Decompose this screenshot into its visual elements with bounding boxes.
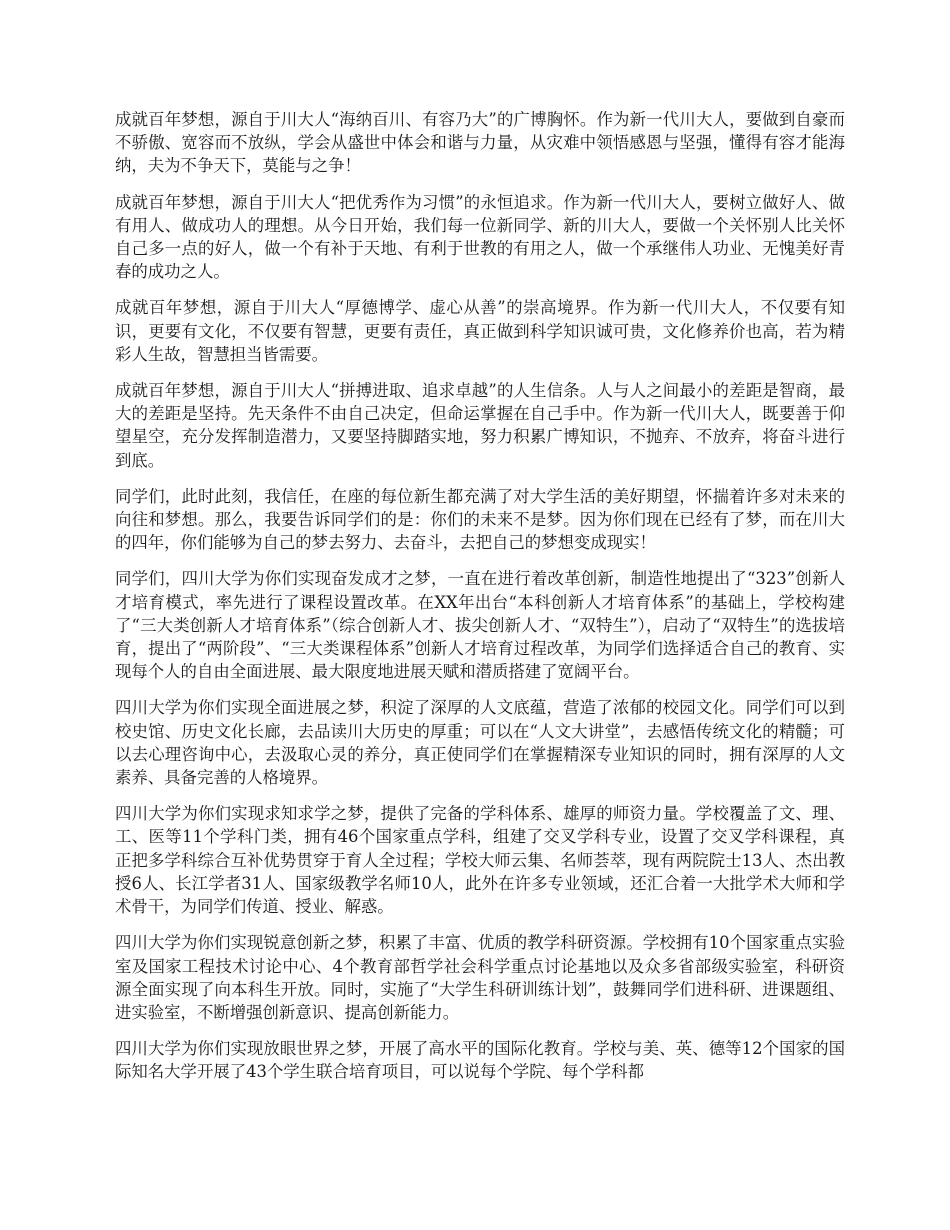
paragraph-7: 四川大学为你们实现全面进展之梦，积淀了深厚的人文底蕴，营造了浓郁的校园文化。同学们可以到校史馆、历史文化长廊，去品读川大历史的厚重；可以在“人文大讲堂”，去感悟传统文化的精髓；可以去心理咨询中心，去汲取心灵的养分，真正使同学们在掌握精深专业知识的同时，拥有深厚的人文素养、具备完善的人格境界。 [115, 698, 845, 788]
paragraph-8: 四川大学为你们实现求知求学之梦，提供了完备的学科体系、雄厚的师资力量。学校覆盖了文、理、工、医等11个学科门类，拥有46个国家重点学科，组建了交叉学科专业，设置了交叉学科课程，真正把多学科综合互补优势贯穿于育人全过程；学校大师云集、名师荟萃，现有两院院士13人、杰出教授6人、长江学者31人、国家级教学名师10人，此外在许多专业领域，还汇合着一大批学术大师和学术骨干，为同学们传道、授业、解惑。 [115, 804, 845, 917]
paragraph-6: 同学们，四川大学为你们实现奋发成才之梦，一直在进行着改革创新，制造性地提出了“323”创新人才培育模式，率先进行了课程设置改革。在XX年出台“本科创新人才培育体系”的基础上，学校构建了“三大类创新人才培育体系”（综合创新人才、拔尖创新人才、“双特生”），启动了“双特生”的选拔培育，提出了“两阶段”、“三大类课程体系”创新人才培育过程改革，为同学们选择适合自己的教育、实现每个人的自由全面进展、最大限度地进展天赋和潜质搭建了宽阔平台。 [115, 569, 845, 682]
paragraph-9: 四川大学为你们实现锐意创新之梦，积累了丰富、优质的教学科研资源。学校拥有10个国家重点实验室及国家工程技术讨论中心、4个教育部哲学社会科学重点讨论基地以及众多省部级实验室，科研资源全面实现了向本科生开放。同时，实施了“大学生科研训练计划”，鼓舞同学们进科研、进课题组、进实验室，不断增强创新意识、提高创新能力。 [115, 933, 845, 1022]
paragraph-10: 四川大学为你们实现放眼世界之梦，开展了高水平的国际化教育。学校与美、英、德等12个国家的国际知名大学开展了43个学生联合培育项目，可以说每个学院、每个学科都 [115, 1039, 845, 1082]
document-body [115, 108, 845, 1097]
paragraph-5: 同学们，此时此刻，我信任，在座的每位新生都充满了对大学生活的美好期望，怀揣着许多对未来的向往和梦想。那么，我要告诉同学们的是：你们的未来不是梦。因为你们现在已经有了梦，而在川大的四年，你们能够为自己的梦去努力、去奋斗，去把自己的梦想变成现实！ [115, 486, 845, 553]
paragraph-2: 成就百年梦想，源自于川大人“把优秀作为习惯”的永恒追求。作为新一代川大人，要树立做好人、做有用人、做成功人的理想。从今日开始，我们每一位新同学、新的川大人，要做一个关怀别人比关怀自己多一点的好人，做一个有补于天地、有利于世教的有用之人，做一个承继伟人功业、无愧美好青春的成功之人。 [115, 192, 845, 282]
paragraph-1: 成就百年梦想，源自于川大人“海纳百川、有容乃大”的广博胸怀。作为新一代川大人，要做到自豪而不骄傲、宽容而不放纵，学会从盛世中体会和谐与力量，从灾难中领悟感恩与坚强，懂得有容才能海纳，夫为不争天下，莫能与之争！ [115, 110, 845, 176]
paragraph-3: 成就百年梦想，源自于川大人“厚德博学、虚心从善”的崇高境界。作为新一代川大人，不仅要有知识，更要有文化，不仅要有智慧，更要有责任，真正做到科学知识诚可贵，文化修养价也高，若为精彩人生故，智慧担当皆需要。 [115, 298, 845, 364]
paragraph-4: 成就百年梦想，源自于川大人“拼搏进取、追求卓越”的人生信条。人与人之间最小的差距是智商，最大的差距是坚持。先天条件不由自己决定，但命运掌握在自己手中。作为新一代川大人，既要善于仰望星空，充分发挥制造潜力，又要坚持脚踏实地，努力积累广博知识，不抛弃、不放弃，将奋斗进行到底。 [115, 381, 845, 470]
